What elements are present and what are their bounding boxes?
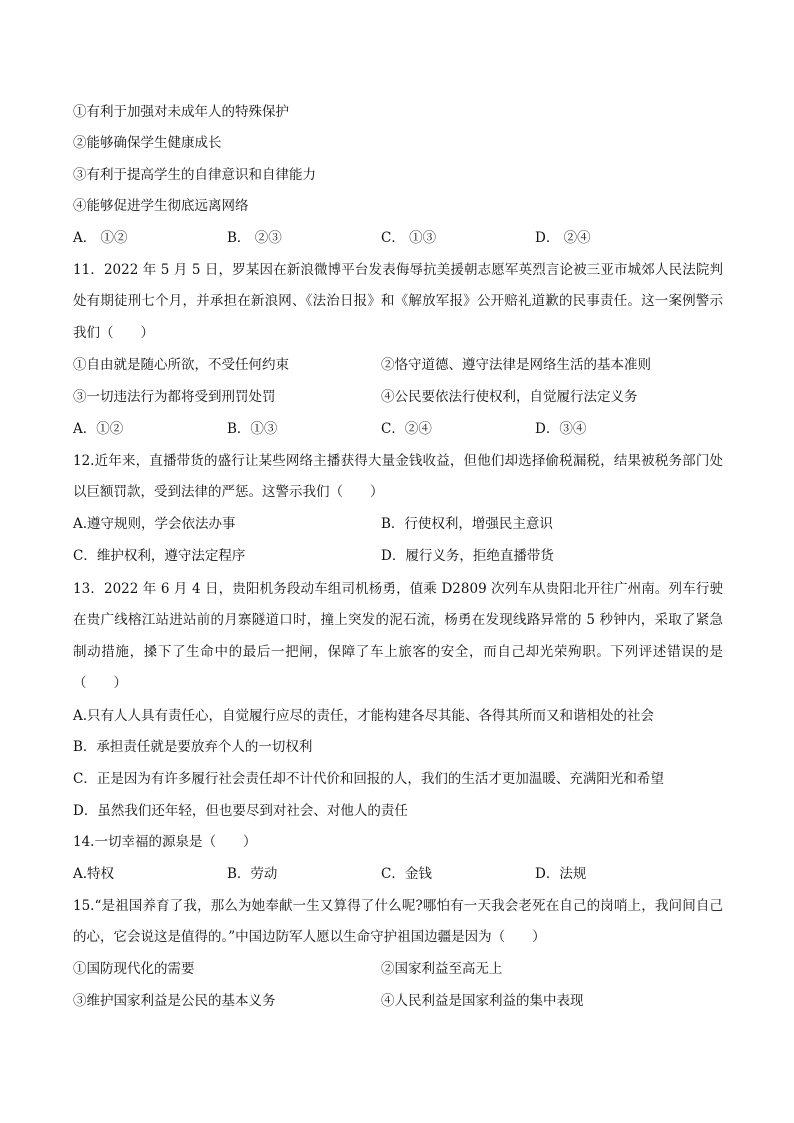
q10-statement-3: ③有利于提高学生的自律意识和自律能力	[73, 167, 316, 183]
q11-option-d: D．③④	[535, 421, 587, 437]
q13-option-d: D．虽然我们还年轻，但也要尽到对社会、对他人的责任	[73, 803, 408, 819]
q15-stem: 15.“是祖国养育了我，那么为她奉献一生又算得了什么呢?哪怕有一天我会老死在自己的岗哨上，我问间自己的心，它会说这是值得的。”中国边防军人愿以生命守护祖国边疆是因为（ ）	[73, 898, 723, 946]
q11-stem: 11．2022 年 5 月 5 日，罗某因在新浪微博平台发表侮辱抗美援朝志愿军英烈言论被三亚市城郊人民法院判处有期徒刑七个月，并承担在新浪网、《法治日报》和《解放军报》公开赔礼道歉的民事责任。这一案例警示我们（ ）	[73, 262, 723, 341]
q14-option-d: D．法规	[535, 866, 587, 882]
q11-statement-1: ①自由就是随心所欲，不受任何约束	[73, 357, 289, 373]
q10-option-a: A． ①②	[73, 230, 128, 246]
q14-stem: 14.一切幸福的源泉是（ ）	[73, 834, 257, 850]
q11-option-a: A．①②	[73, 421, 124, 437]
q13-option-b: B．承担责任就是要放弃个人的一切权利	[73, 739, 313, 755]
q10-option-d: D． ②④	[535, 230, 591, 246]
q11-option-b: B．①③	[227, 421, 278, 437]
q10-option-b: B． ②③	[227, 230, 282, 246]
q12-stem: 12.近年来，直播带货的盛行让某些网络主播获得大量金钱收益，但他们却选择偷税漏税，结果被税务部门处以巨额罚款，受到法律的严惩。这警示我们（ ）	[73, 453, 723, 501]
q11-statement-2: ②恪守道德、遵守法律是网络生活的基本准则	[381, 357, 651, 373]
q10-statement-2: ②能够确保学生健康成长	[73, 135, 222, 151]
q14-option-a: A.特权	[73, 866, 115, 882]
q12-option-c: C．维护权利，遵守法定程序	[73, 548, 246, 564]
q10-option-c: C． ①③	[381, 230, 437, 246]
q10-statement-4: ④能够促进学生彻底远离网络	[73, 198, 249, 214]
q12-option-a: A.遵守规则，学会依法办事	[73, 516, 236, 532]
q14-option-b: B．劳动	[227, 866, 278, 882]
q11-statement-4: ④公民要依法行使权利，自觉履行法定义务	[381, 389, 638, 405]
q13-option-c: C．正是因为有许多履行社会责任却不计代价和回报的人，我们的生活才更加温暖、充满阳光和希望	[73, 771, 664, 787]
q11-option-c: C．②④	[381, 421, 432, 437]
q15-statement-1: ①国防现代化的需要	[73, 961, 195, 977]
q12-option-b: B．行使权利，增强民主意识	[381, 516, 553, 532]
q15-statement-4: ④人民利益是国家利益的集中表现	[381, 993, 584, 1009]
q12-option-d: D．履行义务，拒绝直播带货	[381, 548, 554, 564]
q15-statement-2: ②国家利益至高无上	[381, 961, 503, 977]
q13-stem: 13．2022 年 6 月 4 日，贵阳机务段动车组司机杨勇，值乘 D2809 次列车从贵阳北开往广州南。列车行驶在贵广线榕江站进站前的月寨隧道口时，撞上突发的泥石流，杨勇在发现线路异常的 5 秒钟内，采取了紧急制动措施，搡下了生命中的最后一把闸，保障了车上旅客的安全，而自己却光荣殉职。下列评述错误的是（ ）	[73, 581, 723, 691]
q15-statement-3: ③维护国家利益是公民的基本义务	[73, 993, 276, 1009]
q11-statement-3: ③一切违法行为都将受到刑罚处罚	[73, 389, 276, 405]
q13-option-a: A.只有人人具有责任心，自觉履行应尽的责任，才能构建各尽其能、各得其所而又和谐相处的社会	[73, 708, 655, 724]
q14-option-c: C．金钱	[381, 866, 432, 882]
q10-statement-1: ①有利于加强对未成年人的特殊保护	[73, 104, 289, 120]
